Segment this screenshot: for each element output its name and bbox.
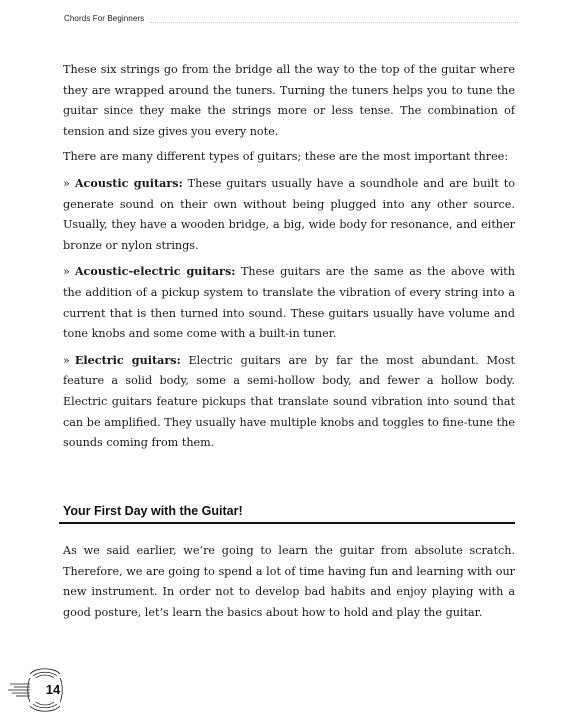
bullet-marker: » (63, 353, 70, 367)
header-divider (150, 22, 518, 23)
section-body (63, 541, 515, 623)
bullet-marker: » (63, 176, 70, 190)
bullet-marker: » (63, 265, 70, 279)
section-heading-underline (59, 522, 515, 524)
description-electric: Electric guitars are by far the most abundant. Most feature a solid body, some a semi-hollow body, and fewer a hollow body. Electric guitars feature pickups that translate sound vibration into sound that can be amplified. They usually have multiple knobs and toggles to fine-tune the sounds coming from them. (63, 353, 515, 450)
header-title: Chords For Beginners (64, 14, 145, 23)
description-acoustic-electric: These guitars are the same as the above with the addition of a pickup system to translate the vibration of every string into a current that is then turned into sound. These guitars usually have volume and tone knobs and some come with a built-in tuner. (63, 265, 515, 341)
list-item-acoustic (63, 173, 515, 256)
running-header (58, 14, 518, 28)
term-acoustic: Acoustic guitars: (74, 175, 183, 190)
list-item-electric (63, 350, 515, 454)
page-number: 14 (45, 682, 61, 697)
paragraph-guitar-types-intro: There are many different types of guitars; these are the most important three: (63, 150, 509, 164)
body-text (63, 60, 515, 459)
paragraph-strings: These six strings go from the bridge all the way to the top of the guitar where they are wrapped around the tuners. Turning the tuners helps you to tune the guitar since they make the strings more or less tense. The combination of tension and size gives you every note. (63, 63, 515, 138)
term-electric: Electric guitars: (74, 352, 181, 367)
section-heading: Your First Day with the Guitar! (63, 504, 243, 518)
list-item-acoustic-electric (63, 261, 515, 344)
paragraph-first-day: As we said earlier, we’re going to learn the guitar from absolute scratch. Therefore, we are going to spend a lot of time having fun and learning with our new instrument. In order not to develop bad habits and enjoy playing with a good posture, let’s learn the basics about how to hold and play the guitar. (63, 544, 515, 619)
term-acoustic-electric: Acoustic-electric guitars: (74, 264, 236, 279)
description-acoustic: These guitars usually have a soundhole and are built to generate sound on their own without being plugged into any other source. Usually, they have a wooden bridge, a big, wide body for resonance, and either bronze or nylon strings. (63, 176, 515, 252)
